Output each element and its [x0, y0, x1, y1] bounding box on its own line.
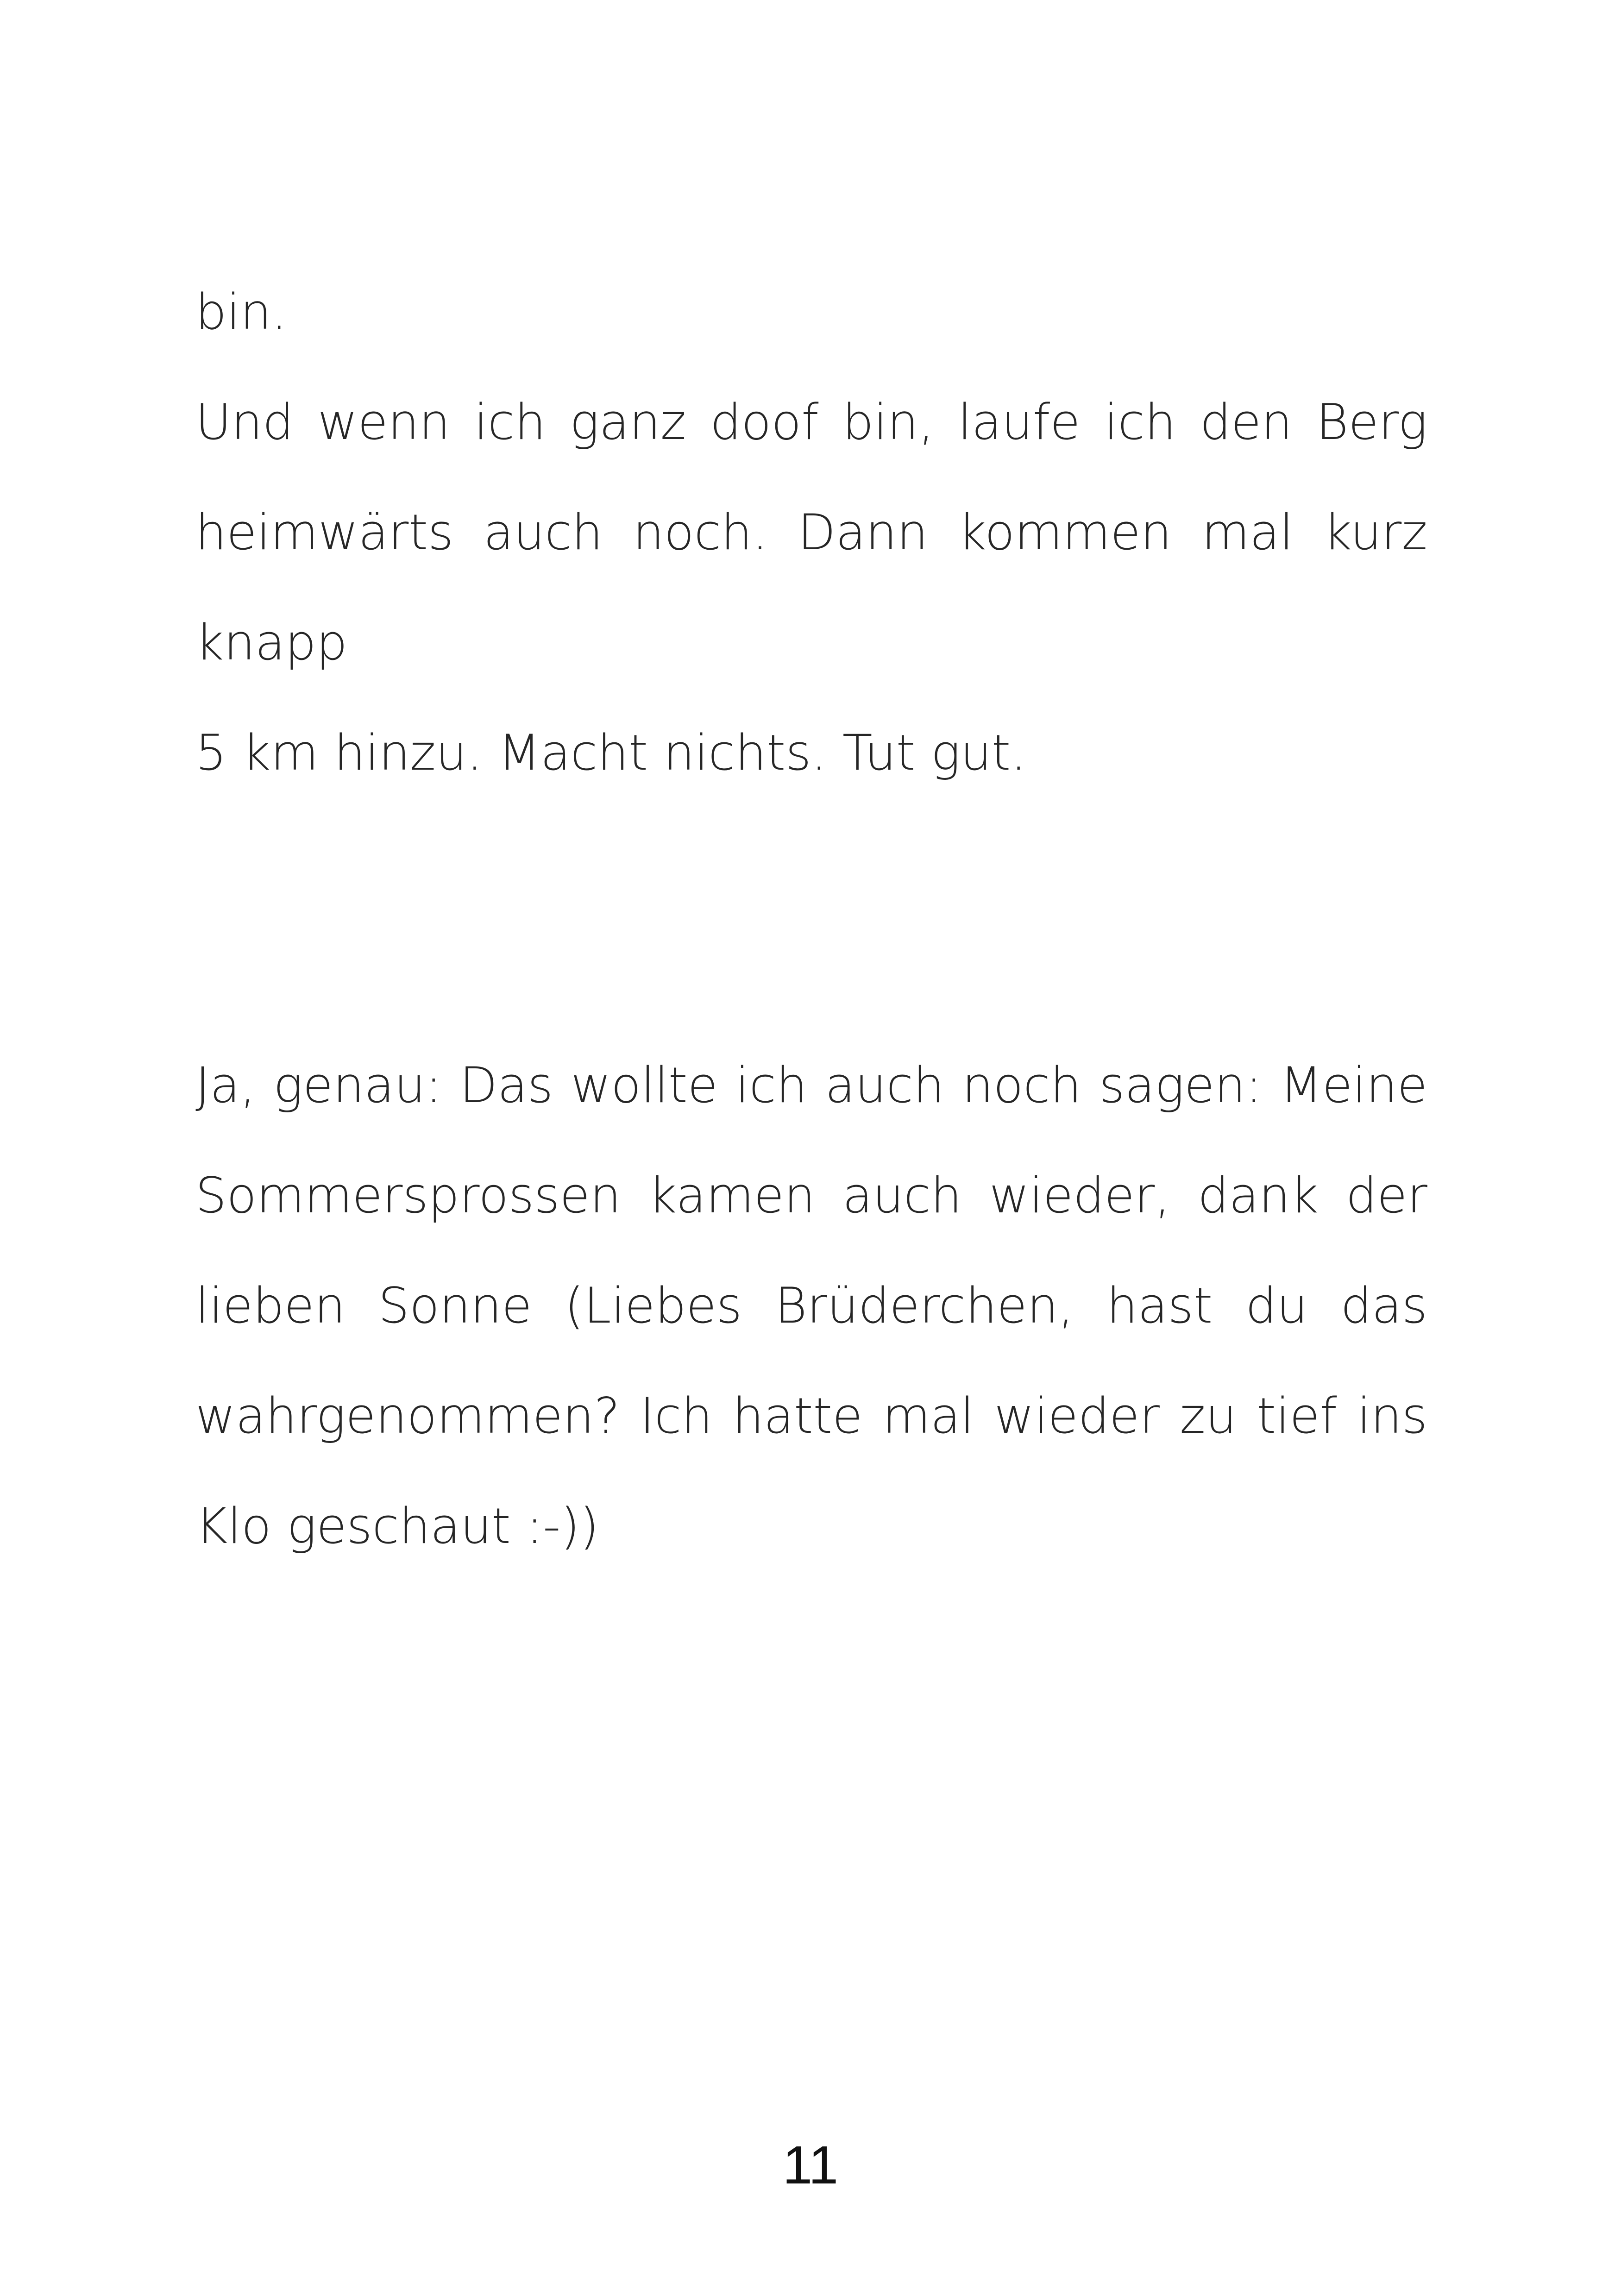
page-number: 11 — [782, 2135, 839, 2195]
text-line: Ja, genau: Das wollte ich auch noch sagen: Meine — [195, 1057, 1427, 1114]
text-line: knapp — [195, 614, 348, 671]
paragraph-2 — [195, 1030, 1427, 1581]
text-line: Und wenn ich ganz doof bin, laufe ich den Berg — [195, 394, 1427, 451]
text-line: Klo geschaut :-)) — [195, 1498, 599, 1555]
text-line: lieben Sonne (Liebes Brüderchen, hast du das — [195, 1277, 1427, 1334]
text-line: Sommersprossen kamen auch wieder, dank der — [195, 1167, 1427, 1224]
text-line: wahrgenommen? Ich hatte mal wieder zu tief ins — [195, 1387, 1427, 1444]
text-line: bin. — [195, 283, 287, 340]
text-line: heimwärts auch noch. Dann kommen mal kurz — [195, 504, 1427, 561]
text-line: 5 km hinzu. Macht nichts. Tut gut. — [195, 724, 1027, 781]
paragraph-1 — [195, 257, 1427, 808]
